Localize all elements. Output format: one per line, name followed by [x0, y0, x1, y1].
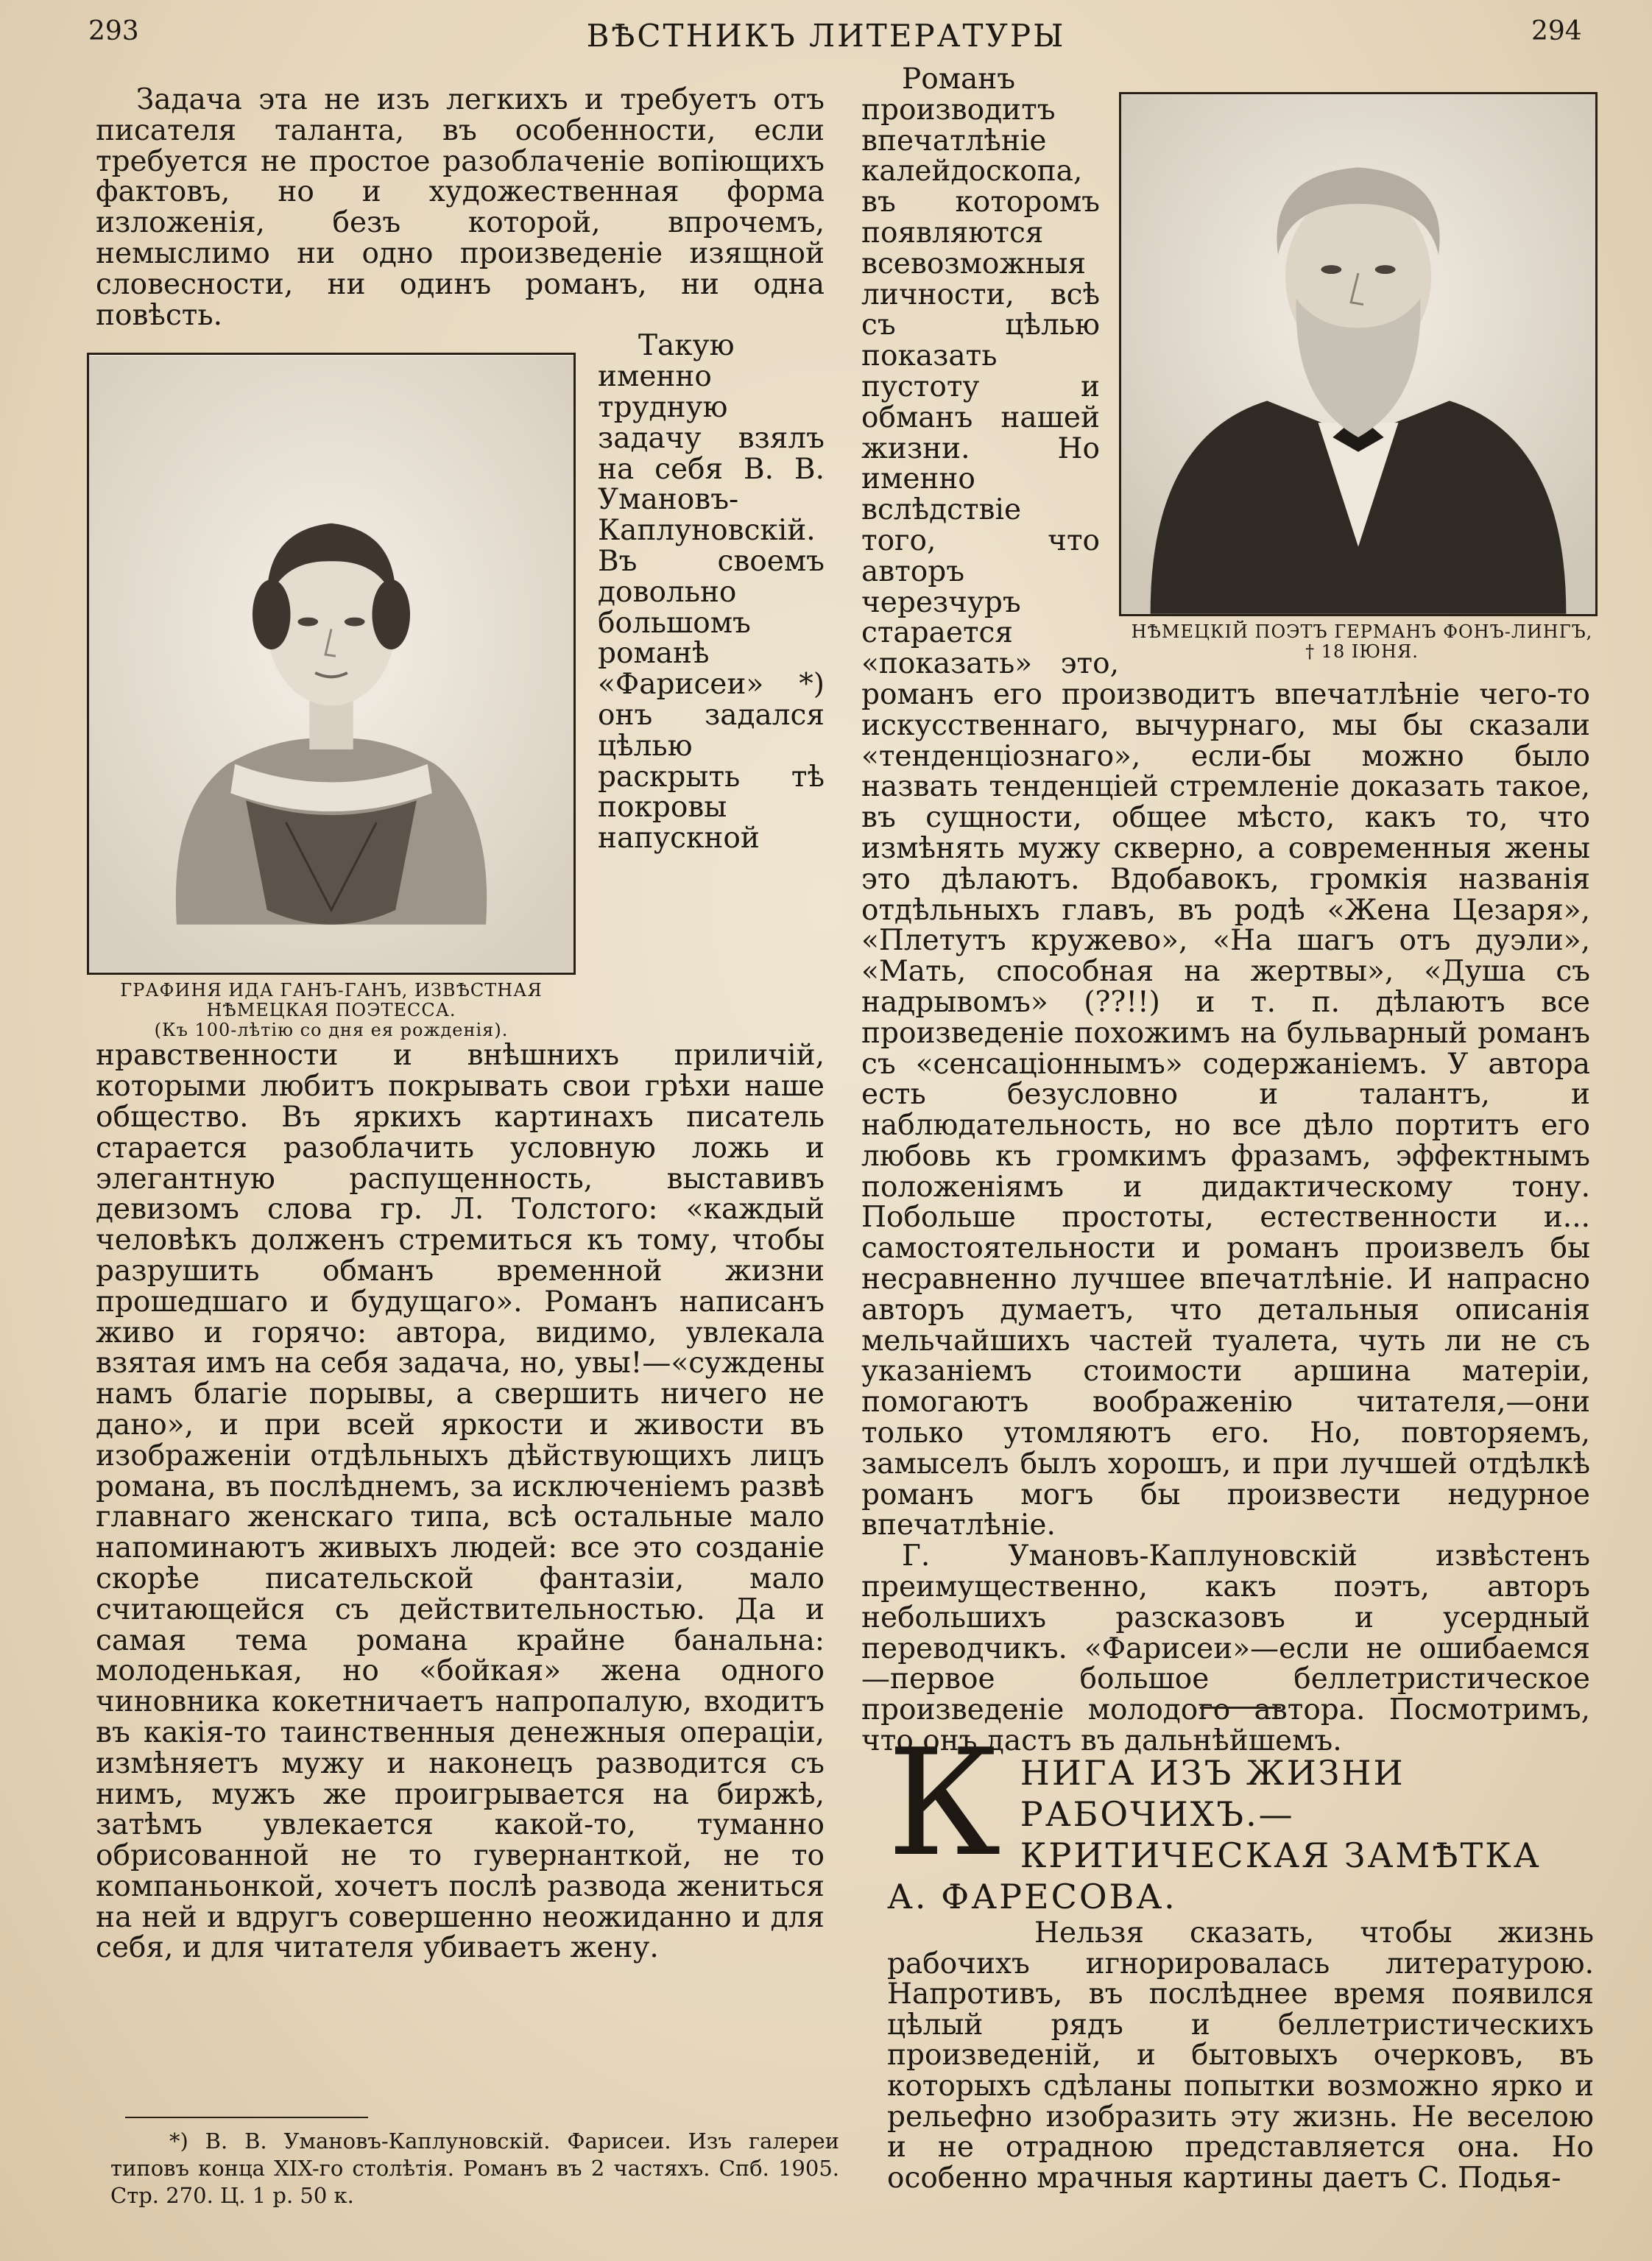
section-separator: [1200, 1707, 1281, 1709]
caption-right-line-1: НѢМЕЦКІЙ ПОЭТЪ ГЕРМАНЪ ФОНЪ-ЛИНГЪ,: [1131, 621, 1593, 642]
caption-left: [81, 981, 582, 1040]
caption-left-line-2: НѢМЕЦКАЯ ПОЭТЕССА.: [206, 1000, 456, 1021]
portrait-hermann-von-lingg: [1119, 92, 1598, 616]
portrait-ida-hahn-hahn: [87, 353, 576, 975]
right-column: [861, 63, 1593, 1758]
portrait-woman-illustration: [89, 355, 573, 973]
caption-left-line-3: (Къ 100-лѣтію со дня ея рожденія).: [154, 1020, 509, 1041]
paragraph-1: Задача эта не изъ легкихъ и требуетъ отъ писателя таланта, въ особенности, если требуется не простое разоблаченіе вопіющихъ фактовъ, но и художественная форма изложенія, безъ которой, впрочемъ, немыслимо ни одно произведеніе изящной словесности, ни одинъ романъ, ни одна повѣсть.: [96, 83, 825, 332]
portrait-man-illustration: [1121, 94, 1595, 614]
paragraph-2: Такую именно трудную задачу взялъ на себя В. В. Умановъ-Каплуновскій. Въ своемъ довольно большомъ романѣ «Фарисеи» *) онъ задался цѣлью раскрыть тѣ покровы напускной нравственности и внѣшнихъ приличій, которыми любитъ покрывать свои грѣхи наше общество. Въ яркихъ картинахъ писатель старается разоблачить условную ложь и элегантную распущенность, выставивъ девизомъ слова гр. Л. Толстого: «каждый человѣкъ долженъ стремиться къ тому, чтобы разрушить обманъ временной жизни прошедшаго и будущаго». Романъ написанъ живо и горячо: автора, видимо, увлекала взятая имъ на себя задача, но, увы!—«суждены намъ благіе порывы, а свершить ничего не дано», и при всей яркости и живости въ изображеніи отдѣльныхъ дѣйствующихъ лицъ романа, въ послѣднемъ, за исключеніемъ развѣ главнаго женскаго типа, всѣ остальные мало напоминаютъ живыхъ людей: все это созданіе скорѣе писательской фантазіи, мало считающейся съ действительностью. Да и самая тема романа крайне банальна: молоденькая, но «бойкая» жена одного чиновника кокетничаетъ напропалую, входитъ въ какія-то таинственныя денежныя операціи, измѣняетъ мужу и наконецъ разводится съ нимъ, мужъ же проигрывается на биржѣ, затѣмъ увлекается какой-то, туманно обрисованной не то гувернанткой, не то компаньонкой, хочетъ послѣ развода жениться на ней и вдругъ совершенно неожиданно и для себя, и для читателя убиваетъ жену.: [96, 329, 825, 1965]
page-number-right: 294: [1531, 16, 1582, 46]
caption-left-line-1: ГРАФИНЯ ИДА ГАНЪ-ГАНЪ, ИЗВѢСТНАЯ: [120, 980, 543, 1001]
section-body: [887, 1918, 1594, 2193]
section-heading: [887, 1718, 1594, 1917]
section-paragraph: Нельзя сказать, чтобы жизнь рабочихъ игнорировалась литературою. Напротивъ, въ послѣднее время появился цѣлый рядъ и беллетристическихъ произведеній, и бытовыхъ очерковъ, въ которыхъ сдѣланы попытки возможно ярко и рельефно изобразить эту жизнь. Не веселою и не отрадною представляется она. Но особенно мрачныя картины даетъ С. Подья-: [887, 1916, 1594, 2195]
caption-right: [1119, 622, 1605, 662]
caption-right-line-2: † 18 ІЮНЯ.: [1305, 641, 1419, 662]
section-title: НИГА ИЗЪ ЖИЗНИ РАБОЧИХЪ.— КРИТИЧЕСКАЯ ЗАМѢТКА А. ФАРЕСОВА.: [887, 1753, 1542, 1916]
paragraph-3: Романъ производитъ впечатлѣніе калейдоскопа, въ которомъ появляются всевозможныя личности, всѣ съ цѣлью показать пустоту и обманъ нашей жизни. Но именно вслѣдствіе того, что авторъ черезчуръ старается «показать» это, романъ его производитъ впечатлѣніе чего-то искусственнаго, вычурнаго, мы бы сказали «тенденціознаго», если-бы можно было назвать тенденціей стремленіе доказать такое, въ сущности, общее мѣсто, какъ то, что измѣнять мужу скверно, а современныя жены это дѣлаютъ. Вдобавокъ, громкія названія отдѣльныхъ главъ, въ родѣ «Жена Цезаря», «Плетутъ кружево», «На шагъ отъ дуэли», «Мать, способная на жертвы», «Душа съ надрывомъ» (??!!) и т. п. дѣлаютъ все произведеніе похожимъ на бульварный романъ съ «сенсаціоннымъ» содержаніемъ. У автора есть безусловно и талантъ, и наблюдательность, но все дѣло портитъ его любовь къ громкимъ фразамъ, эффектнымъ положеніямъ и дидактическому тону. Побольше простоты, естественности и... самостоятельности и романъ произвелъ бы несравненно лучшее впечатлѣніе. И напрасно авторъ думаетъ, что детальныя описанія мельчайшихъ частей туалета, чуть ли не съ указаніемъ стоимости аршина матеріи, помогаютъ воображенію читателя,—они только утомляютъ его. Но, повторяемъ, замыселъ былъ хорошъ, и при лучшей отдѣлкѣ романъ могъ бы произвести недурное впечатлѣніе.: [861, 63, 1590, 1542]
left-column: [96, 85, 825, 1964]
paragraph-4: Г. Умановъ-Каплуновскій извѣстенъ преимущественно, какъ поэтъ, авторъ небольшихъ разсказовъ и усердный переводчикъ. «Фарисеи»—если не ошибаемся—первое большое беллетристическое произведеніе молодого автора. Посмотримъ, что онъ дастъ въ дальнѣйшемъ.: [861, 1539, 1590, 1758]
journal-title: ВѢСТНИКЪ ЛИТЕРАТУРЫ: [586, 18, 1066, 54]
footnote-rule: [125, 2117, 368, 2118]
drop-cap: К: [887, 1718, 1001, 1889]
page-number-left: 293: [88, 16, 139, 46]
running-header: [0, 7, 1652, 59]
footnote: *) В. В. Умановъ-Каплуновскій. Фарисеи. Изъ галереи типовъ конца XIX-го столѣтія. Романъ въ 2 частяхъ. Спб. 1905. Стр. 270. Ц. 1 р. 50 к.: [110, 2128, 839, 2208]
